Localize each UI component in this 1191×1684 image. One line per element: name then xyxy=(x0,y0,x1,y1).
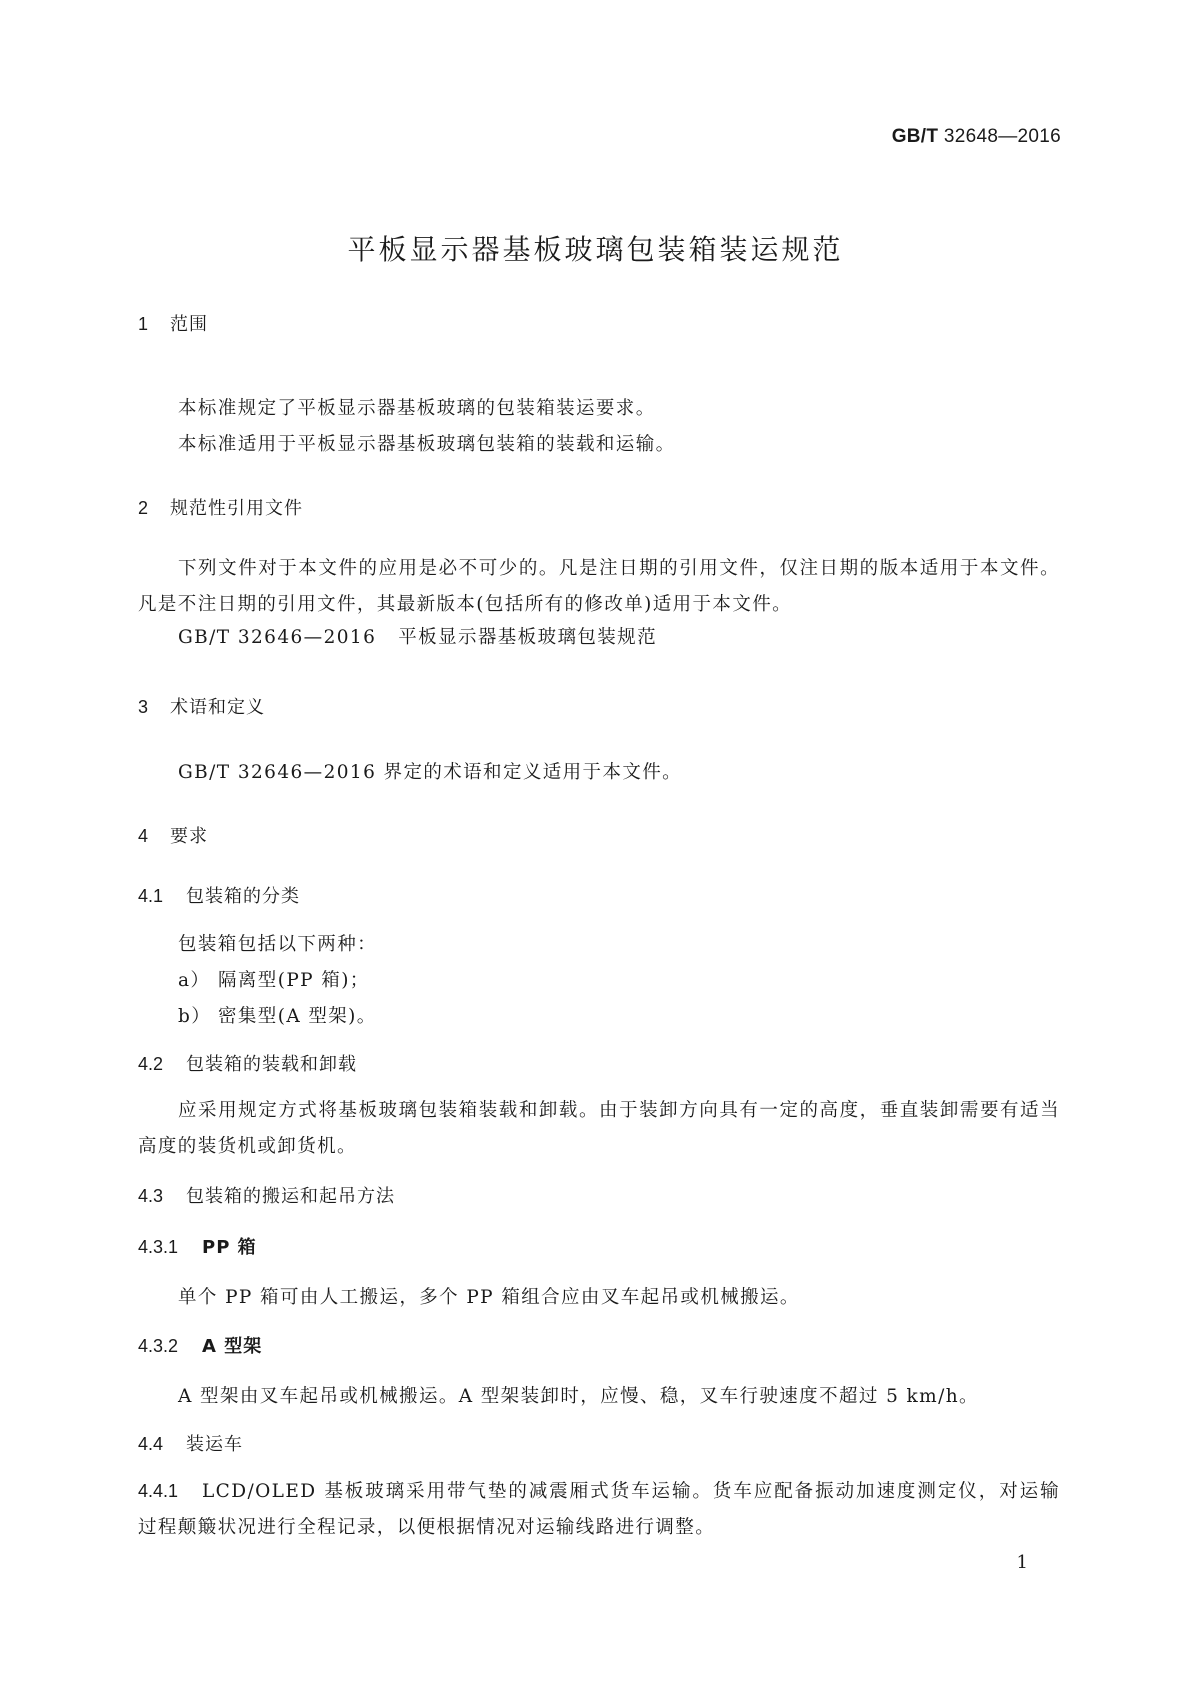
section-title: 装运车 xyxy=(186,1434,243,1455)
list-item xyxy=(178,966,370,992)
section-number: 4.1 xyxy=(138,886,164,906)
section-title: 要求 xyxy=(170,826,208,847)
list-item-text: 密集型(A 型架)。 xyxy=(218,1006,377,1027)
section-4-heading xyxy=(138,822,208,848)
section-number: 4.4.1 xyxy=(138,1481,179,1501)
section-title: 术语和定义 xyxy=(170,697,265,718)
paragraph: 单个 PP 箱可由人工搬运，多个 PP 箱组合应由叉车起吊或机械搬运。 xyxy=(178,1287,800,1308)
paragraph: GB/T 32646—2016 界定的术语和定义适用于本文件。 xyxy=(178,762,683,783)
subsection-4-1-heading xyxy=(138,882,300,908)
list-marker: b） xyxy=(178,1006,212,1027)
section-title: A 型架 xyxy=(202,1336,263,1357)
section-number: 4.3.2 xyxy=(138,1336,179,1356)
paragraph: 下列文件对于本文件的应用是必不可少的。凡是注日期的引用文件，仅注日期的版本适用于本文件。凡是不注日期的引用文件，其最新版本(包括所有的修改单)适用于本文件。 xyxy=(138,558,1060,615)
section-3-heading xyxy=(138,693,265,719)
list-marker: a） xyxy=(178,970,211,991)
section-2-heading xyxy=(138,494,303,520)
paragraph: 本标准规定了平板显示器基板玻璃的包装箱装运要求。 xyxy=(178,398,656,419)
list-item xyxy=(178,1002,377,1028)
paragraph: 包装箱包括以下两种： xyxy=(178,934,378,955)
subsection-4-3-1-heading xyxy=(138,1233,257,1259)
section-number: 3 xyxy=(138,697,149,717)
section-number: 2 xyxy=(138,498,149,518)
paragraph: A 型架由叉车起吊或机械搬运。A 型架装卸时，应慢、稳，叉车行驶速度不超过 5 km/h。 xyxy=(178,1386,979,1407)
section-number: 4.4 xyxy=(138,1434,164,1454)
standard-number xyxy=(892,126,1061,148)
section-number: 4.3.1 xyxy=(138,1237,179,1257)
section-title: 规范性引用文件 xyxy=(170,498,303,519)
section-title: 范围 xyxy=(170,314,208,335)
reference-code: GB/T 32646—2016 xyxy=(178,627,377,648)
subsection-4-3-2-heading xyxy=(138,1332,262,1358)
document-title: 平板显示器基板玻璃包装箱装运规范 xyxy=(347,233,844,266)
list-item-text: 隔离型(PP 箱)； xyxy=(218,970,370,991)
reference-title: 平板显示器基板玻璃包装规范 xyxy=(398,627,657,648)
subsection-4-4-1-paragraph xyxy=(138,1473,1060,1546)
section-title: PP 箱 xyxy=(202,1237,257,1258)
standard-prefix: GB/T xyxy=(891,126,939,147)
section-number: 4.3 xyxy=(138,1186,164,1206)
subsection-4-3-heading xyxy=(138,1182,395,1208)
section-title: 包装箱的搬运和起吊方法 xyxy=(186,1186,395,1207)
paragraph: 应采用规定方式将基板玻璃包装箱装载和卸载。由于装卸方向具有一定的高度，垂直装卸需要有适当高度的装货机或卸货机。 xyxy=(138,1100,1060,1157)
section-title: 包装箱的分类 xyxy=(186,886,300,907)
section-title: 包装箱的装载和卸载 xyxy=(186,1054,357,1075)
section-number: 4.2 xyxy=(138,1054,164,1074)
page-number: 1 xyxy=(1016,1552,1028,1573)
paragraph: 本标准适用于平板显示器基板玻璃包装箱的装载和运输。 xyxy=(178,434,676,455)
subsection-4-2-heading xyxy=(138,1050,357,1076)
standard-code: 32648—2016 xyxy=(943,126,1061,147)
subsection-4-4-heading xyxy=(138,1430,243,1456)
section-number: 1 xyxy=(138,314,149,334)
section-1-heading xyxy=(138,310,208,336)
section-number: 4 xyxy=(138,826,149,846)
normative-reference xyxy=(178,623,657,649)
paragraph-text: LCD/OLED 基板玻璃采用带气垫的减震厢式货车运输。货车应配备振动加速度测定仪，对运输过程颠簸状况进行全程记录，以便根据情况对运输线路进行调整。 xyxy=(138,1481,1060,1538)
